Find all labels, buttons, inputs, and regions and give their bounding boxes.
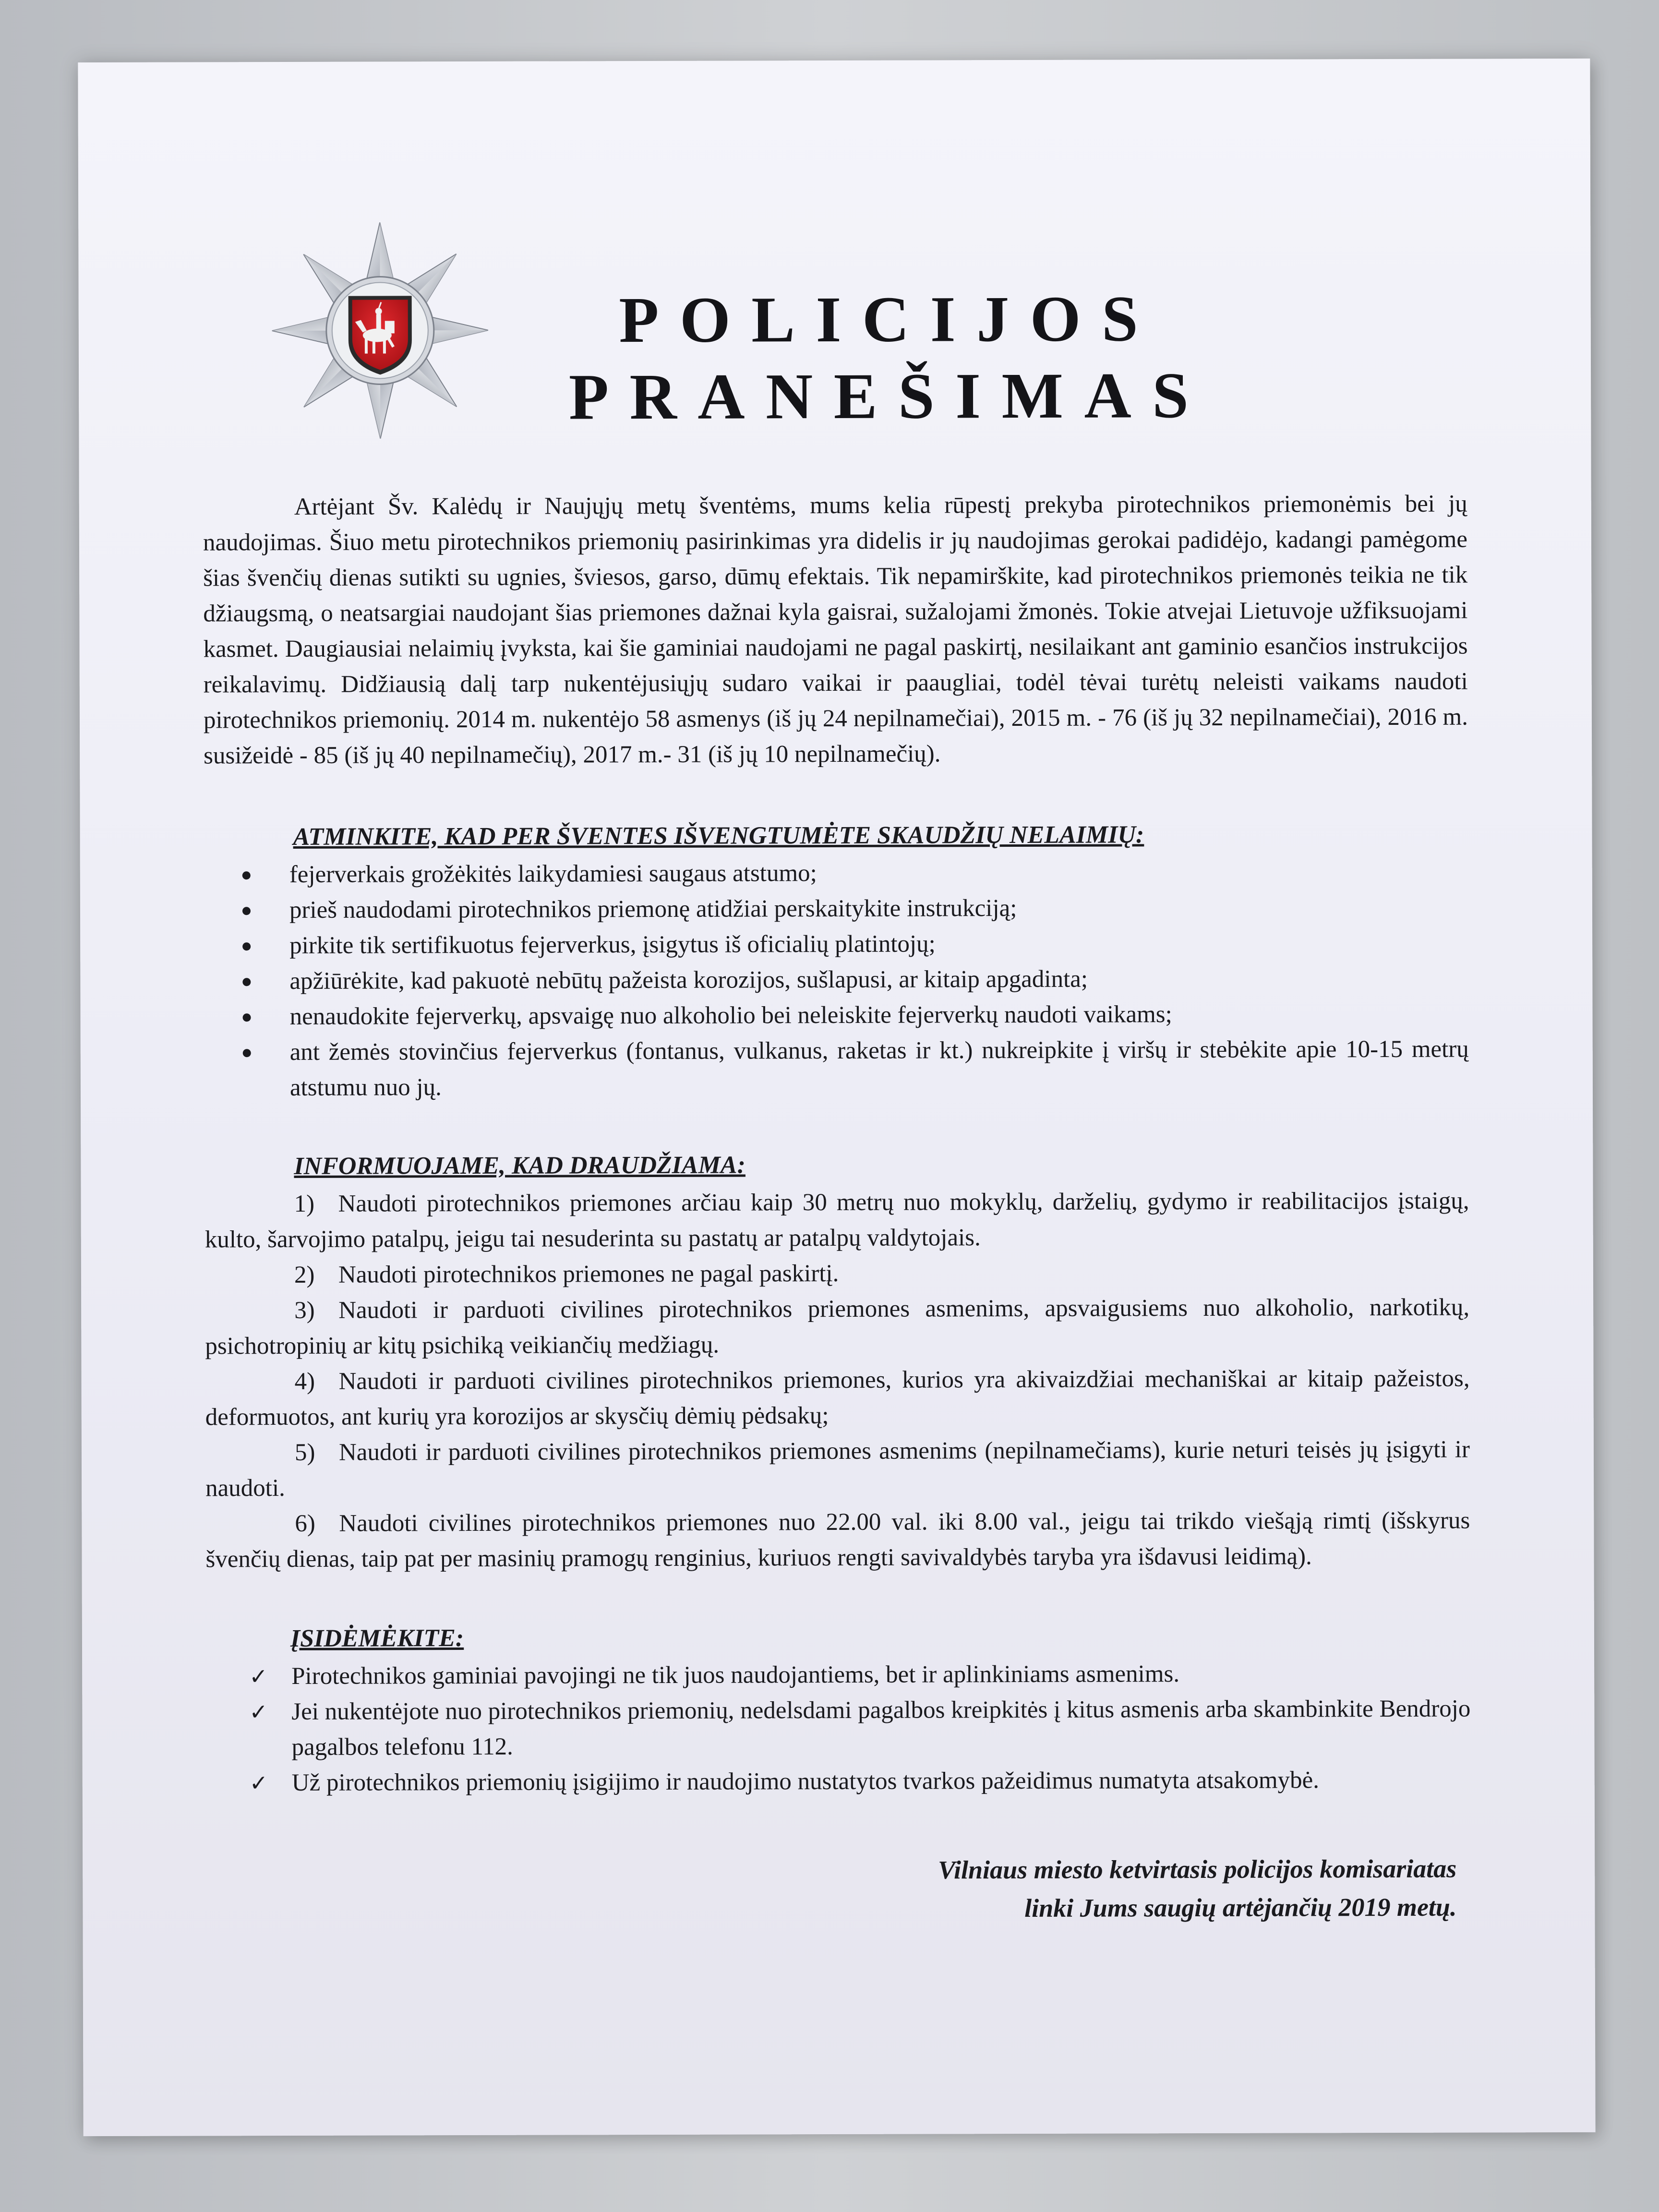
list-item-text: apžiūrėkite, kad pakuotė nebūtų pažeista korozijos, sušlapusi, ar kitaip apgadinta;	[289, 965, 1088, 995]
police-star-logo-icon	[269, 220, 491, 441]
list-item	[204, 996, 1468, 1035]
note-list	[206, 1656, 1471, 1801]
list-item-text: ant žemės stovinčius fejerverkus (fontanus, vulkanus, raketas ir kt.) nukreipkite į viršų ir stebėkite apie 10-15 metrų atstumu nuo jų.	[289, 1035, 1469, 1101]
item-number: 4)	[294, 1368, 315, 1395]
title-line-2: PRANEŠIMAS	[568, 359, 1210, 433]
bullet-icon	[243, 1013, 251, 1022]
list-item	[205, 1432, 1470, 1506]
list-item	[204, 890, 1468, 928]
list-item	[205, 1503, 1470, 1577]
item-number: 6)	[295, 1510, 315, 1537]
list-item	[206, 1656, 1470, 1695]
list-item	[205, 1290, 1469, 1364]
list-item-text: Už pirotechnikos priemonių įsigijimo ir naudojimo nustatytos tvarkos pažeidimus numatyta atsakomybė.	[291, 1767, 1320, 1796]
list-item	[205, 1361, 1469, 1435]
checkmark-icon: ✓	[249, 1699, 268, 1725]
list-item	[204, 1032, 1469, 1106]
list-item-text: Pirotechnikos gaminiai pavojingi ne tik juos naudojantiems, bet ir aplinkiniams asmenims.	[291, 1660, 1180, 1690]
item-number: 3)	[294, 1297, 315, 1324]
checkmark-icon: ✓	[249, 1770, 268, 1796]
list-item	[204, 961, 1468, 999]
list-item-text: Naudoti pirotechnikos priemones arčiau kaip 30 metrų nuo mokyklų, darželių, gydymo ir reabilitacijos įstaigų, kulto, šarvojimo patalpų, jeigu tai nesuderinta su pastatų ar patalpų valdytojais.	[204, 1187, 1469, 1253]
remember-list	[204, 854, 1469, 1106]
list-item-text: Naudoti ir parduoti civilines pirotechnikos priemones asmenims (nepilnamečiams), kurie neturi teisės jų įsigyti ir naudoti.	[205, 1436, 1470, 1502]
notice-title	[553, 280, 1226, 436]
list-item-text: nenaudokite fejerverkų, apsvaigę nuo alkoholio bei neleiskite fejerverkų naudoti vaikams;	[289, 1001, 1172, 1030]
list-item	[204, 854, 1468, 893]
bullet-icon	[242, 978, 251, 986]
intro-paragraph: Artėjant Šv. Kalėdų ir Naujųjų metų šventėms, mums kelia rūpestį prekyba pirotechnikos priemonėmis bei jų naudojimas. Šiuo metu pirotechnikos priemonių pasirinkimas yra didelis ir jų naudojimas gerokai padidėjo, kadangi pamėgome šias švenčių dienas sutikti su ugnies, šviesos, garso, dūmų efektais. Tik nepamirškite, kad pirotechnikos priemonės teikia ne tik džiaugsmą, o neatsargiai naudojant šias priemones dažnai kyla gaisrai, sužalojami žmonės. Tokie atvejai Lietuvoje užfiksuojami kasmet. Daugiausiai nelaimių įvyksta, kai šie gaminiai naudojami ne pagal paskirtį, nesilaikant ant gaminio esančios instrukcijos reikalavimų. Didžiausią dalį tarp nukentėjusiųjų sudaro vaikai ir paaugliai, todėl tėvai turėtų neleisti vaikams naudoti pirotechnikos priemonių. 2014 m. nukentėjo 58 asmenys (iš jų 24 nepilnamečiai), 2015 m. - 76 (iš jų 32 nepilnamečiai), 2016 m. susižeidė - 85 (iš jų 40 nepilnamečių), 2017 m.- 31 (iš jų 10 nepilnamečių).	[203, 490, 1468, 769]
list-item-text: fejerverkais grožėkitės laikydamiesi saugaus atstumo;	[289, 860, 817, 888]
list-item-text: Naudoti pirotechnikos priemones ne pagal paskirtį.	[338, 1260, 839, 1288]
signature-line-2: linki Jums saugių artėjančių 2019 metų.	[1024, 1892, 1457, 1923]
signature-line-1: Vilniaus miesto ketvirtasis policijos komisariatas	[938, 1854, 1457, 1885]
list-item	[206, 1762, 1471, 1801]
note-heading: ĮSIDĖMĖKITE:	[290, 1624, 464, 1652]
prohibited-list	[204, 1183, 1470, 1577]
list-item-text: Jei nukentėjote nuo pirotechnikos priemonių, nedelsdami pagalbos kreipkitės į kitus asmenis arba skambinkite Bendrojo pagalbos telefonu 112.	[291, 1695, 1471, 1761]
item-number: 1)	[294, 1190, 315, 1217]
list-item-text: pirkite tik sertifikuotus fejerverkus, įsigytus iš oficialių platintojų;	[289, 930, 936, 959]
list-item	[204, 925, 1468, 964]
list-item-text: prieš naudodami pirotechnikos priemonę atidžiai perskaitykite instrukciją;	[289, 895, 1017, 924]
signature-block	[206, 1850, 1471, 1930]
bullet-icon	[243, 1049, 251, 1057]
checkmark-icon: ✓	[249, 1663, 268, 1690]
remember-heading: ATMINKITE, KAD PER ŠVENTES IŠVENGTUMĖTE SKAUDŽIŲ NELAIMIŲ:	[293, 821, 1144, 851]
notice-content	[202, 217, 1471, 1930]
item-number: 2)	[294, 1261, 315, 1288]
bullet-icon	[242, 907, 251, 915]
list-item-text: Naudoti ir parduoti civilines pirotechnikos priemones, kurios yra akivaizdžiai mechaniškai ar kitaip pažeistos, deformuotos, ant kurių yra korozijos ar skysčių dėmių pėdsakų;	[205, 1365, 1470, 1431]
bullet-icon	[242, 942, 251, 950]
paper-sheet	[78, 59, 1595, 2136]
list-item	[204, 1183, 1469, 1258]
list-item	[206, 1691, 1470, 1766]
notice-header	[202, 217, 1467, 490]
item-number: 5)	[294, 1439, 315, 1466]
title-line-1: POLICIJOS	[619, 283, 1159, 357]
prohibited-heading: INFORMUOJAME, KAD DRAUDŽIAMA:	[294, 1151, 745, 1180]
bullet-icon	[242, 871, 251, 879]
list-item	[205, 1254, 1469, 1293]
list-item-text: Naudoti civilines pirotechnikos priemones nuo 22.00 val. iki 8.00 val., jeigu tai trikdo viešąją rimtį (išskyrus švenčių dienas, taip pat per masinių pramogų renginius, kuriuos rengti savivaldybės taryba yra išdavusi leidimą).	[205, 1507, 1470, 1573]
list-item-text: Naudoti ir parduoti civilines pirotechnikos priemones asmenims, apsvaigusiems nuo alkoholio, narkotikų, psichotropinių ar kitų psichiką veikiančių medžiagų.	[205, 1294, 1470, 1360]
